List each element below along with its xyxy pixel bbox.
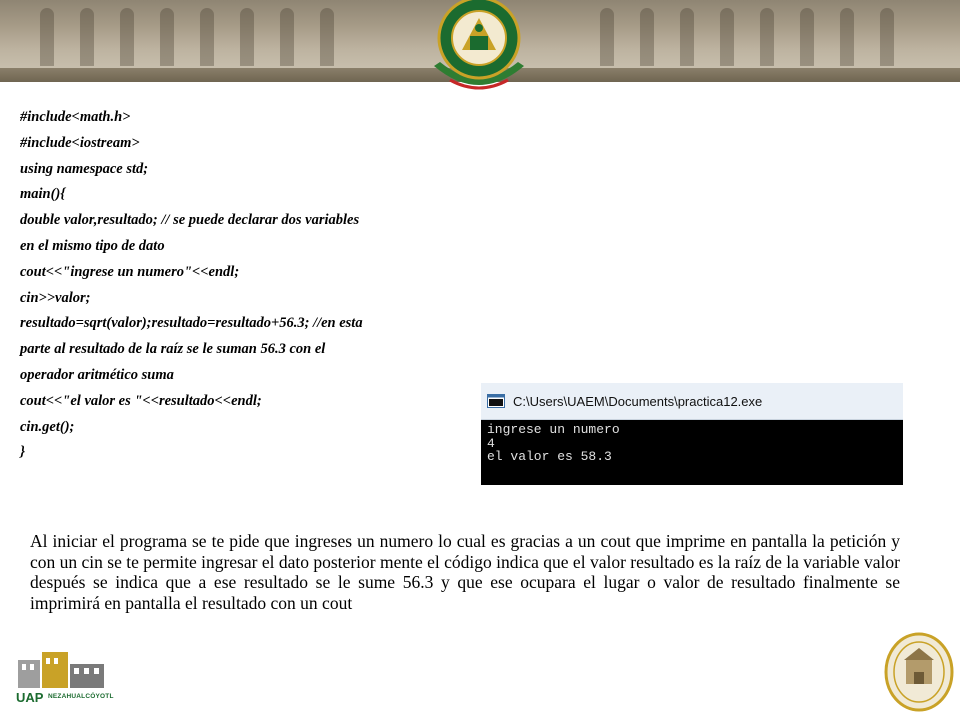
console-titlebar (481, 383, 903, 420)
console-output (481, 420, 903, 467)
banner-arch (80, 8, 94, 66)
banner-arch (320, 8, 334, 66)
code-line: parte al resultado de la raíz se le suman 56.3 con el (20, 341, 326, 358)
code-line: cin>>valor; (20, 289, 91, 306)
code-line: #include<math.h> (20, 109, 131, 125)
logo-text: UAP (16, 690, 44, 705)
code-line: main(){ (20, 186, 66, 203)
banner-arch (760, 8, 774, 66)
banner-arch (880, 8, 894, 66)
banner-arch (280, 8, 294, 66)
banner-arch (240, 8, 254, 66)
banner-arch (640, 8, 654, 66)
banner-arch (600, 8, 614, 66)
code-line: #include<iostream> (20, 134, 140, 151)
code-line: using namespace std; (20, 160, 149, 177)
banner-arch (160, 8, 174, 66)
console-line: ingrese un numero (487, 422, 620, 437)
code-line: resultado=sqrt(valor);resultado=resultado+56.3; //en esta (20, 315, 363, 332)
code-line: en el mismo tipo de dato (20, 237, 165, 254)
code-line: operador aritmético suma (20, 366, 174, 383)
code-listing (20, 105, 480, 466)
code-line: double valor,resultado; // se puede declarar dos variables (20, 212, 360, 229)
console-window (481, 383, 903, 485)
code-line: cout<<"ingrese un numero"<<endl; (20, 263, 240, 280)
console-title: C:\Users\UAEM\Documents\practica12.exe (513, 393, 763, 409)
code-line: } (20, 444, 26, 461)
console-line: 4 (487, 435, 495, 451)
banner-arch (800, 8, 814, 66)
banner-arch (40, 8, 54, 66)
banner-arch (200, 8, 214, 66)
banner-arch (720, 8, 734, 66)
console-app-icon (487, 394, 505, 408)
code-line: cin.get(); (20, 418, 75, 435)
banner-arch (120, 8, 134, 66)
banner-arch (680, 8, 694, 66)
uap-logo (14, 646, 114, 705)
anniversary-seal-icon (884, 632, 954, 712)
explanation-paragraph: Al iniciar el programa se te pide que ingreses un numero lo cual es gracias a un cout que imprime en pantalla la petición y con un cin se te permite ingresar el dato posterior mente el código indica que el valor resultado es la raíz de la variable valor después se indica que a ese resultado se le sume 56.3 y que ese ocupara el lugar o valor de resultado finalmente se imprimirá en pantalla el resultado con un cout (30, 531, 900, 613)
building-icon (14, 646, 110, 690)
console-line: el valor es 58.3 (487, 449, 612, 464)
banner-arch (840, 8, 854, 66)
logo-campus-text: NEZAHUALCÓYOTL (48, 693, 114, 700)
university-seal-icon (420, 0, 538, 96)
code-line: cout<<"el valor es "<<resultado<<endl; (20, 392, 262, 409)
